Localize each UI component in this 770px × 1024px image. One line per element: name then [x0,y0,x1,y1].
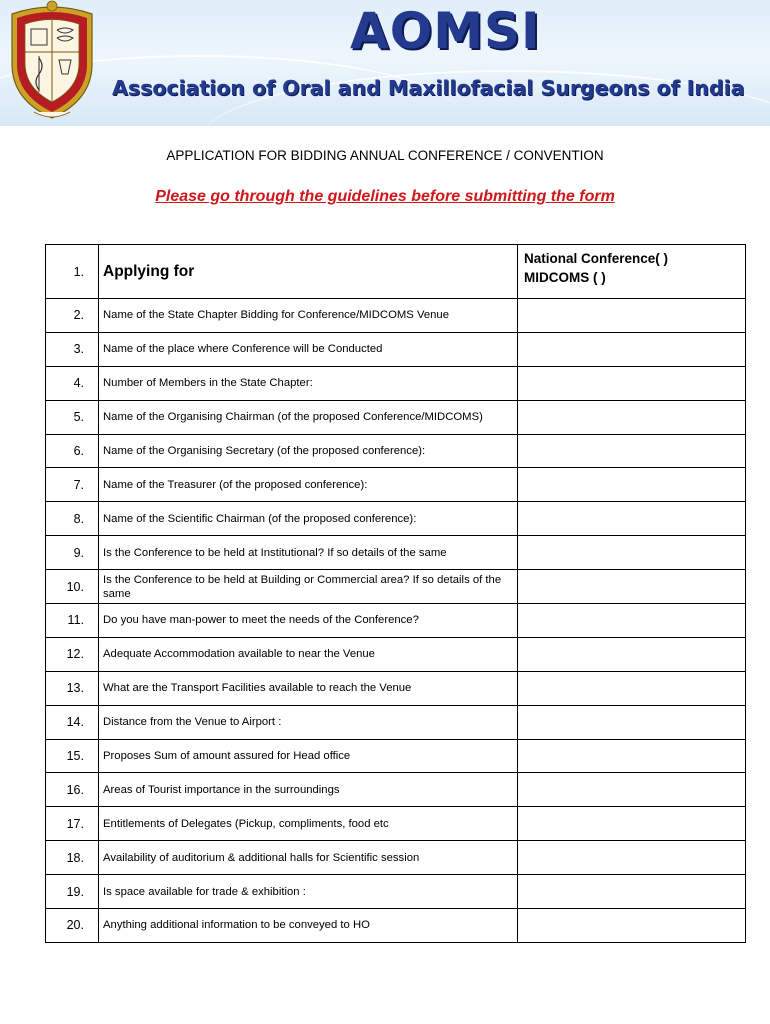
row-number: 15. [46,739,99,773]
answer-field[interactable] [518,604,746,638]
table-row [46,400,746,434]
org-acronym: AOMSI [350,2,541,60]
row-label: Name of the Scientific Chairman (of the proposed conference): [99,502,518,536]
answer-field[interactable] [518,502,746,536]
application-form-table [45,244,746,943]
midcoms-option[interactable]: MIDCOMS ( ) [524,270,606,285]
answer-field[interactable] [518,366,746,400]
row-number: 6. [46,434,99,468]
answer-field[interactable] [518,434,746,468]
answer-field[interactable] [518,671,746,705]
table-row [46,366,746,400]
answer-field[interactable] [518,773,746,807]
row-label: Distance from the Venue to Airport : [99,705,518,739]
answer-field[interactable] [518,570,746,604]
answer-field[interactable] [518,536,746,570]
table-row [46,841,746,875]
table-row [46,875,746,909]
row-label: Applying for [99,245,518,299]
answer-field[interactable] [518,705,746,739]
answer-field[interactable] [518,739,746,773]
row-label: Areas of Tourist importance in the surroundings [99,773,518,807]
row-label: Number of Members in the State Chapter: [99,366,518,400]
row-label: Adequate Accommodation available to near the Venue [99,637,518,671]
row-number: 11. [46,604,99,638]
row-number: 10. [46,570,99,604]
table-row [46,604,746,638]
row-number: 9. [46,536,99,570]
answer-field[interactable] [518,468,746,502]
row-number: 13. [46,671,99,705]
row-label: Name of the Organising Secretary (of the proposed conference): [99,434,518,468]
table-row [46,671,746,705]
row-label: Is space available for trade & exhibition : [99,875,518,909]
row-label: Entitlements of Delegates (Pickup, compliments, food etc [99,807,518,841]
answer-field[interactable] [518,400,746,434]
row-label: Is the Conference to be held at Institutional? If so details of the same [99,536,518,570]
row-number: 4. [46,366,99,400]
row-number: 7. [46,468,99,502]
table-row [46,536,746,570]
guidelines-notice: Please go through the guidelines before submitting the form [155,188,615,205]
row-label: Proposes Sum of amount assured for Head office [99,739,518,773]
table-row [46,909,746,943]
table-row [46,739,746,773]
table-row [46,807,746,841]
row-label: Name of the State Chapter Bidding for Conference/MIDCOMS Venue [99,299,518,333]
row-number: 2. [46,299,99,333]
row-number: 3. [46,332,99,366]
answer-field[interactable] [518,637,746,671]
aomsi-emblem-logo [4,0,100,122]
table-row [46,299,746,333]
row-label: What are the Transport Facilities available to reach the Venue [99,671,518,705]
answer-field[interactable] [518,332,746,366]
answer-field[interactable] [518,841,746,875]
row-number: 16. [46,773,99,807]
row-label: Name of the Organising Chairman (of the proposed Conference/MIDCOMS) [99,400,518,434]
table-row [46,332,746,366]
row-label: Availability of auditorium & additional halls for Scientific session [99,841,518,875]
table-row [46,570,746,604]
table-row [46,705,746,739]
table-row [46,773,746,807]
table-row [46,502,746,536]
national-conference-option[interactable]: National Conference( ) [524,251,669,266]
answer-field[interactable] [518,299,746,333]
answer-field[interactable] [518,909,746,943]
answer-field[interactable] [518,875,746,909]
table-row [46,468,746,502]
answer-field[interactable] [518,807,746,841]
table-row [46,245,746,299]
row-number: 1. [46,245,99,299]
table-row [46,434,746,468]
row-label: Do you have man-power to meet the needs of the Conference? [99,604,518,638]
org-full-name: Association of Oral and Maxillofacial Surgeons of India [112,76,745,100]
row-number: 12. [46,637,99,671]
row-number: 20. [46,909,99,943]
table-row [46,637,746,671]
row-number: 17. [46,807,99,841]
row-label: Name of the place where Conference will be Conducted [99,332,518,366]
row-label: Anything additional information to be conveyed to HO [99,909,518,943]
row-label: Is the Conference to be held at Building or Commercial area? If so details of the same [99,570,518,604]
row-number: 18. [46,841,99,875]
row-number: 19. [46,875,99,909]
row-number: 5. [46,400,99,434]
row-number: 14. [46,705,99,739]
form-title: APPLICATION FOR BIDDING ANNUAL CONFERENCE / CONVENTION [166,148,604,163]
header-banner [0,0,770,126]
row-number: 8. [46,502,99,536]
applying-for-options[interactable] [518,245,746,299]
row-label: Name of the Treasurer (of the proposed conference): [99,468,518,502]
